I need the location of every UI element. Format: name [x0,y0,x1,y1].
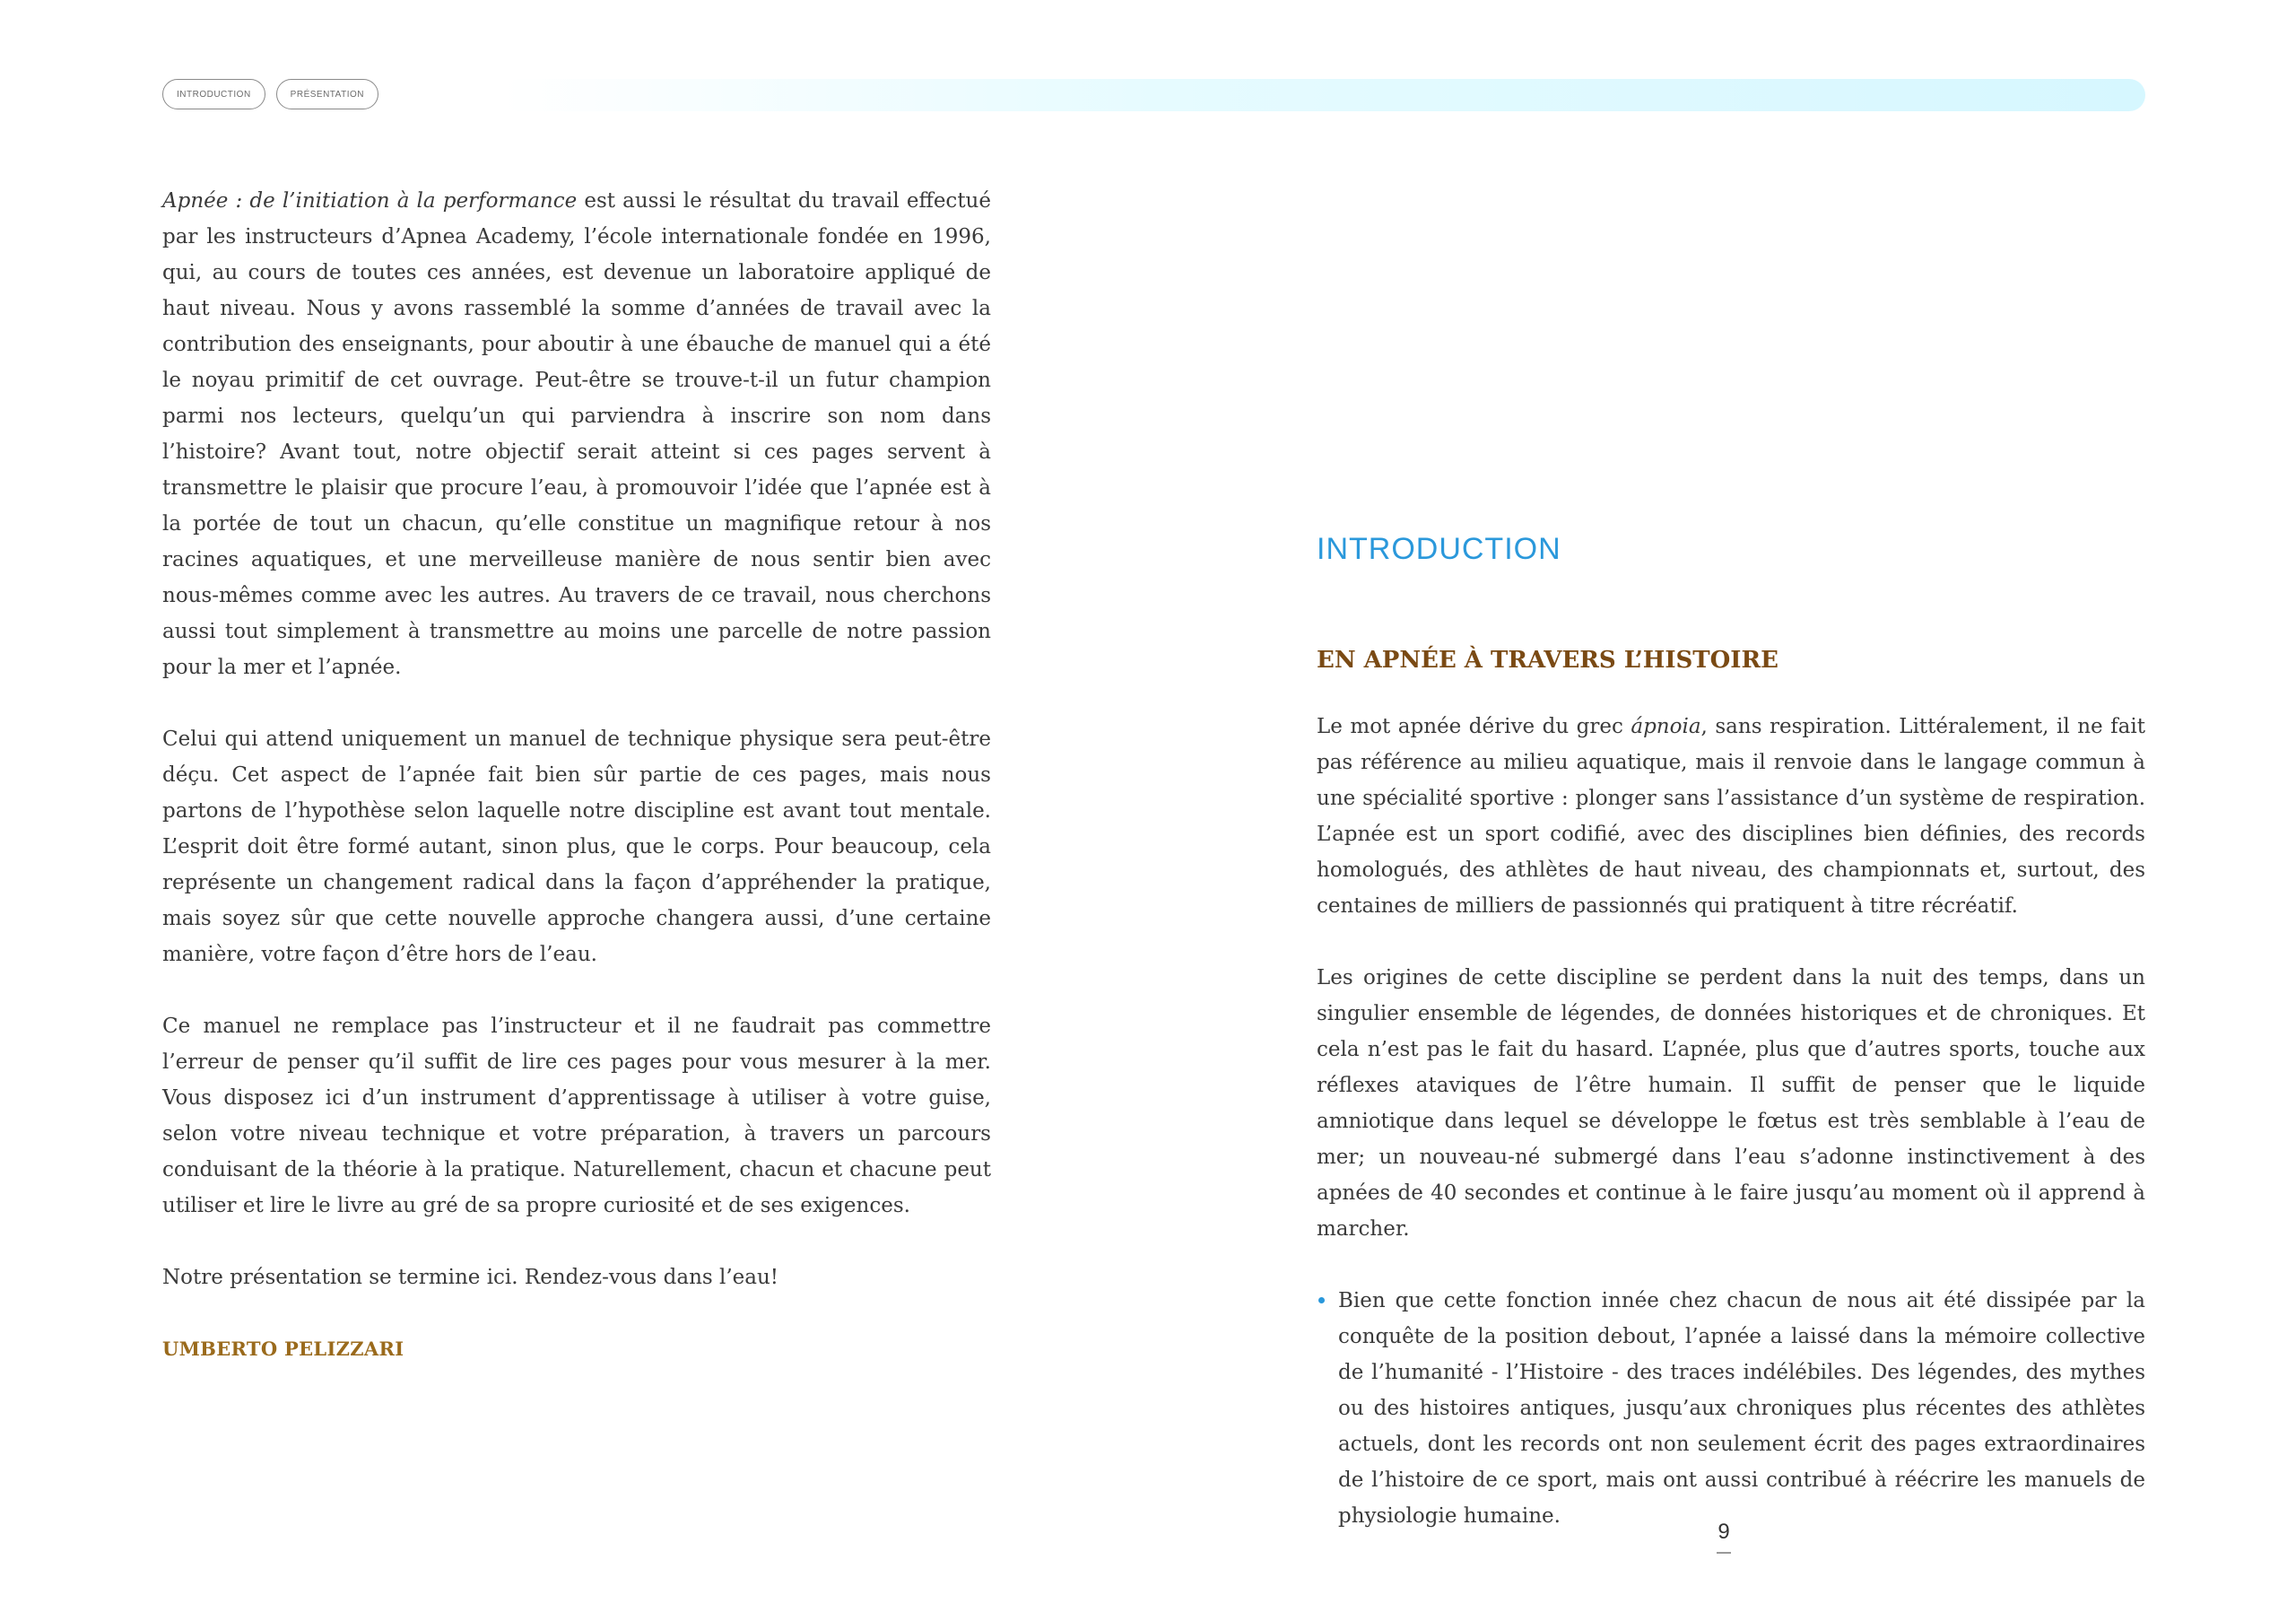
section-title: INTRODUCTION [1317,532,1561,566]
left-paragraph-1 [162,183,991,685]
greek-term: ápnoia [1631,715,1701,738]
bullet-item [1317,1283,2145,1534]
book-title: Apnée : de l’initiation à la performance [162,189,578,213]
header-tags [162,79,378,109]
left-paragraph-4: Notre présentation se termine ici. Rendez-vous dans l’eau! [162,1266,779,1289]
right-column [1317,529,2145,1570]
section-subtitle: EN APNÉE À TRAVERS L’HISTOIRE [1317,647,1779,674]
page-number-rule [1717,1552,1731,1554]
header-gradient-bar [502,79,2145,111]
right-paragraph-1 [1317,709,2145,924]
tag-presentation[interactable]: PRÉSENTATION [276,79,378,109]
bullet-dot-icon [1318,1297,1325,1303]
left-column [162,183,991,1403]
bullet-text: Bien que cette fonction innée chez chacun de nous ait été dissipée par la conquête de la position debout, l’apnée a laissé dans la mémoire collective de l’humanité - l’Histoire - des traces indélébiles. Des légendes, des mythes ou des histoires antiques, jusqu’aux chroniques plus récentes des athlètes actuels, dont les records ont non seulement écrit des pages extraordinaires de l’histoire de ce sport, mais ont aussi contribué à réécrire les manuels de physiologie humaine. [1338,1289,2145,1528]
left-paragraph-1-text: est aussi le résultat du travail effectué par les instructeurs d’Apnea Academy, l’école internationale fondée en 1996, qui, au cours de toutes ces années, est devenue un laboratoire appliqué de haut niveau. Nous y avons rassemblé la somme d’années de travail avec la contribution des enseignants, pour aboutir à une ébauche de manuel qui a été le noyau primitif de cet ouvrage. Peut-être se trouve-t-il un futur champion parmi nos lecteurs, quelqu’un qui parviendra à inscrire son nom dans l’histoire? Avant tout, notre objectif serait atteint si ces pages servent à transmettre le plaisir que procure l’eau, à promouvoir l’idée que l’apnée est à la portée de tout un chacun, qu’elle constitue un magnifique retour à nos racines aquatiques, et une merveilleuse manière de nous sentir bien avec nous-mêmes comme avec les autres. Au travers de ce travail, nous cherchons aussi tout simplement à transmettre au moins une parcelle de notre passion pour la mer et l’apnée. [162,189,991,679]
tag-introduction[interactable]: INTRODUCTION [162,79,265,109]
right-paragraph-2: Les origines de cette discipline se perdent dans la nuit des temps, dans un singulier ensemble de légendes, de données historiques et de chroniques. Et cela n’est pas le fait du hasard. L’apnée, plus que d’autres sports, touche aux réflexes ataviques de l’être humain. Il suffit de penser que le liquide amniotique dans lequel se développe le fœtus est très semblable à l’eau de mer; un nouveau-né submergé dans l’eau s’adonne instinctivement à des apnées de 40 secondes et continue à le faire jusqu’au moment où il apprend à marcher. [1317,966,2145,1241]
right-paragraph-1-a: Le mot apnée dérive du grec [1317,715,1631,738]
right-paragraph-1-b: , sans respiration. Littéralement, il ne fait pas référence au milieu aquatique, mais il renvoie dans le langage commun à une spécialité sportive : plonger sans l’assistance d’un système de respiration. L’apnée est un sport codifié, avec des disciplines bien définies, des records homologués, des athlètes de haut niveau, des championnats et, surtout, des centaines de milliers de passionnés qui pratiquent à titre récréatif. [1317,715,2145,918]
page-number: 9 [1718,1520,1730,1544]
left-paragraph-3: Ce manuel ne remplace pas l’instructeur et il ne faudrait pas commettre l’erreur de penser qu’il suffit de lire ces pages pour vous mesurer à la mer. Vous disposez ici d’un instrument d’apprentissage à utiliser à votre guise, selon votre niveau technique et votre préparation, à travers un parcours conduisant de la théorie à la pratique. Naturellement, chacun et chacune peut utiliser et lire le livre au gré de sa propre curiosité et de ses exigences. [162,1015,991,1217]
author-signature: UMBERTO PELIZZARI [162,1338,404,1360]
left-paragraph-2: Celui qui attend uniquement un manuel de technique physique sera peut-être déçu. Cet aspect de l’apnée fait bien sûr partie de ces pages, mais nous partons de l’hypothèse selon laquelle notre discipline est avant tout mentale. L’esprit doit être formé autant, sinon plus, que le corps. Pour beaucoup, cela représente un changement radical dans la façon d’appréhender la pratique, mais soyez sûr que cette nouvelle approche changera aussi, d’une certaine manière, votre façon d’être hors de l’eau. [162,728,991,966]
